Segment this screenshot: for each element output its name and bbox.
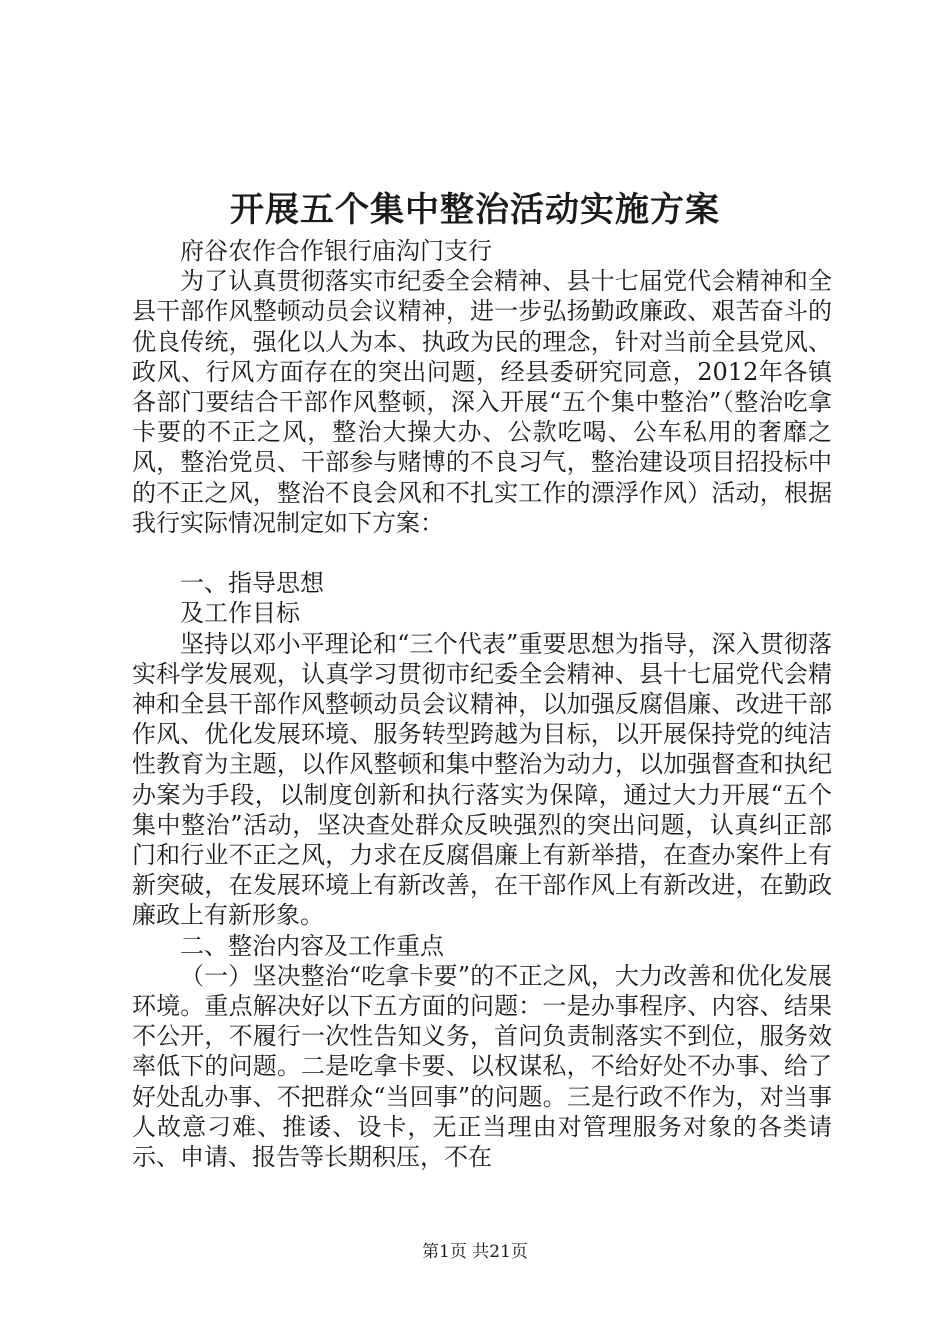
document-title: 开展五个集中整治活动实施方案 (230, 190, 720, 230)
document-body (132, 236, 832, 1172)
section-heading-2: 二、整治内容及工作重点 (180, 931, 444, 960)
page-footer: 第1页 共21页 (422, 1242, 528, 1262)
section-heading-1: 一、指导思想 (180, 569, 324, 598)
section-body-2: （一）坚决整治“吃拿卡要”的不正之风，大力改善和优化发展环境。重点解决好以下五方面的问题：一是办事程序、内容、结果不公开，不履行一次性告知义务，首问负责制落实不到位，服务效率低下的问题。二是吃拿卡要、以权谋私，不给好处不办事、给了好处乱办事、不把群众“当回事”的问题。三是行政不作为，对当事人故意刁难、推诿、设卡，无正当理由对管理服务对象的各类请示、申请、报告等长期积压，不在 (132, 961, 832, 1172)
author-line: 府谷农作合作银行庙沟门支行 (180, 237, 492, 265)
section-body-1: 坚持以邓小平理论和“三个代表”重要思想为指导，深入贯彻落实科学发展观，认真学习贯彻市纪委全会精神、县十七届党代会精神和全县干部作风整顿动员会议精神，以加强反腐倡廉、改进干部作风、优化发展环境、服务转型跨越为目标，以开展保持党的纯洁性教育为主题，以作风整顿和集中整治为动力，以加强督查和执纪办案为手段，以制度创新和执行落实为保障，通过大力开展“五个集中整治”活动，坚决查处群众反映强烈的突出问题，认真纠正部门和行业不正之风，力求在反腐倡廉上有新举措，在查办案件上有新突破，在发展环境上有新改善，在干部作风上有新改进，在勤政廉政上有新形象。 (132, 629, 832, 930)
intro-paragraph: 为了认真贯彻落实市纪委全会精神、县十七届党代会精神和全县干部作风整顿动员会议精神，进一步弘扬勤政廉政、艰苦奋斗的优良传统，强化以人为本、执政为民的理念，针对当前全县党风、政风、行风方面存在的突出问题，经县委研究同意，2012年各镇各部门要结合干部作风整顿，深入开展“五个集中整治”（整治吃拿卡要的不正之风，整治大操大办、公款吃喝、公车私用的奢靡之风，整治党员、干部参与赌博的不良习气，整治建设项目招投标中的不正之风，整治不良会风和不扎实工作的漂浮作风）活动，根据我行实际情况制定如下方案： (132, 267, 832, 537)
section-subheading-1: 及工作目标 (180, 599, 300, 628)
paragraph-gap (132, 538, 832, 568)
